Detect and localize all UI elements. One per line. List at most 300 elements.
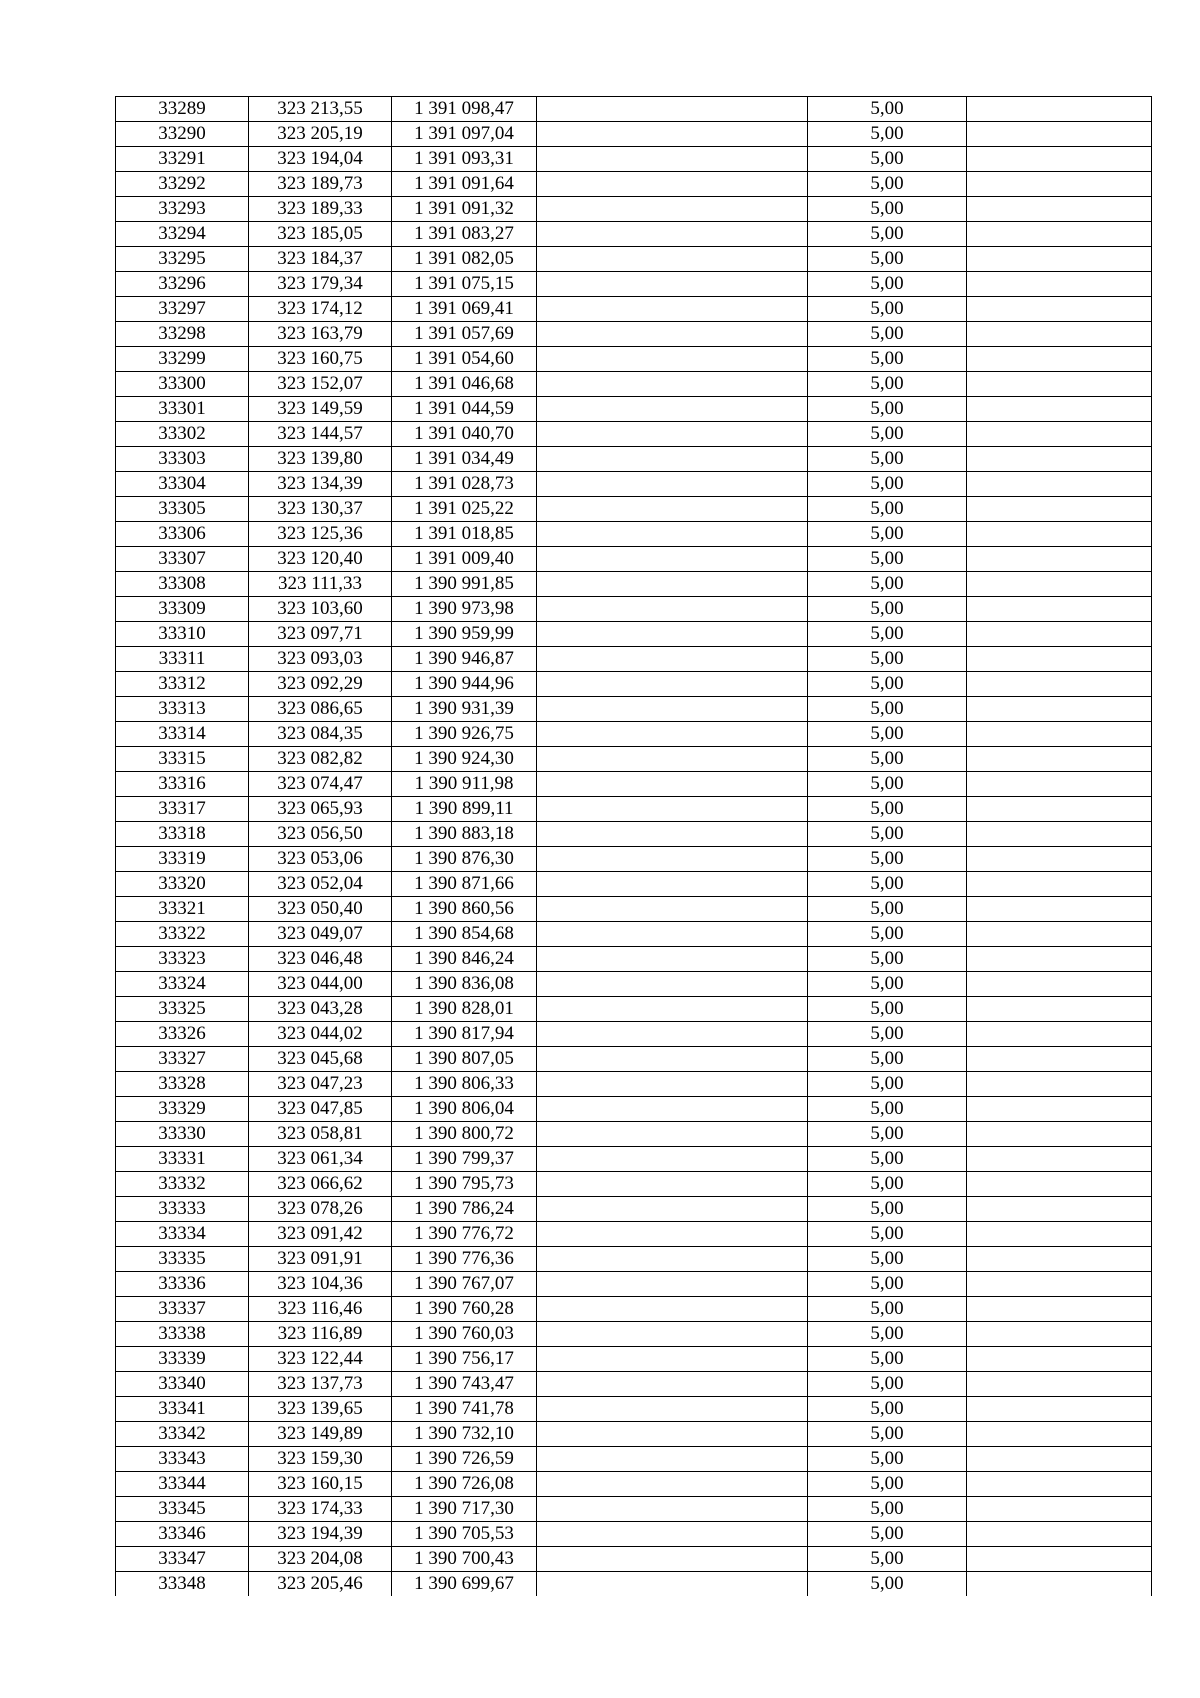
point-number-cell: 33297 — [116, 297, 249, 322]
y-coordinate-cell: 1 390 756,17 — [392, 1347, 537, 1372]
table-row — [116, 1247, 1152, 1272]
value-cell: 5,00 — [808, 322, 967, 347]
y-coordinate-cell: 1 391 028,73 — [392, 472, 537, 497]
y-coordinate-cell: 1 391 075,15 — [392, 272, 537, 297]
empty-cell — [967, 597, 1152, 622]
x-coordinate-cell: 323 204,08 — [249, 1547, 392, 1572]
x-coordinate-cell: 323 084,35 — [249, 722, 392, 747]
empty-cell — [967, 222, 1152, 247]
empty-cell — [967, 922, 1152, 947]
x-coordinate-cell: 323 044,02 — [249, 1022, 392, 1047]
point-number-cell: 33341 — [116, 1397, 249, 1422]
value-cell: 5,00 — [808, 1197, 967, 1222]
empty-cell — [967, 1247, 1152, 1272]
empty-cell — [537, 1472, 808, 1497]
x-coordinate-cell: 323 159,30 — [249, 1447, 392, 1472]
point-number-cell: 33321 — [116, 897, 249, 922]
y-coordinate-cell: 1 390 883,18 — [392, 822, 537, 847]
empty-cell — [537, 1422, 808, 1447]
empty-cell — [537, 1547, 808, 1572]
point-number-cell: 33342 — [116, 1422, 249, 1447]
table-row — [116, 247, 1152, 272]
y-coordinate-cell: 1 391 091,64 — [392, 172, 537, 197]
point-number-cell: 33346 — [116, 1522, 249, 1547]
point-number-cell: 33326 — [116, 1022, 249, 1047]
empty-cell — [537, 97, 808, 122]
x-coordinate-cell: 323 152,07 — [249, 372, 392, 397]
point-number-cell: 33347 — [116, 1547, 249, 1572]
empty-cell — [537, 522, 808, 547]
empty-cell — [967, 1497, 1152, 1522]
x-coordinate-cell: 323 130,37 — [249, 497, 392, 522]
table-row — [116, 447, 1152, 472]
table-row — [116, 1522, 1152, 1547]
x-coordinate-cell: 323 149,59 — [249, 397, 392, 422]
x-coordinate-cell: 323 056,50 — [249, 822, 392, 847]
table-row — [116, 522, 1152, 547]
value-cell: 5,00 — [808, 272, 967, 297]
table-row — [116, 497, 1152, 522]
value-cell: 5,00 — [808, 447, 967, 472]
empty-cell — [967, 997, 1152, 1022]
table-row — [116, 772, 1152, 797]
empty-cell — [967, 122, 1152, 147]
empty-cell — [537, 1497, 808, 1522]
value-cell: 5,00 — [808, 872, 967, 897]
empty-cell — [967, 172, 1152, 197]
point-number-cell: 33307 — [116, 547, 249, 572]
empty-cell — [967, 1322, 1152, 1347]
point-number-cell: 33306 — [116, 522, 249, 547]
empty-cell — [537, 747, 808, 772]
value-cell: 5,00 — [808, 1497, 967, 1522]
empty-cell — [537, 1122, 808, 1147]
point-number-cell: 33331 — [116, 1147, 249, 1172]
y-coordinate-cell: 1 391 040,70 — [392, 422, 537, 447]
point-number-cell: 33317 — [116, 797, 249, 822]
value-cell: 5,00 — [808, 247, 967, 272]
table-row — [116, 1397, 1152, 1422]
y-coordinate-cell: 1 390 799,37 — [392, 1147, 537, 1172]
empty-cell — [967, 1047, 1152, 1072]
empty-cell — [967, 272, 1152, 297]
value-cell: 5,00 — [808, 1072, 967, 1097]
point-number-cell: 33305 — [116, 497, 249, 522]
table-row — [116, 222, 1152, 247]
empty-cell — [967, 1447, 1152, 1472]
empty-cell — [967, 847, 1152, 872]
table-row — [116, 1222, 1152, 1247]
table-row — [116, 1497, 1152, 1522]
x-coordinate-cell: 323 093,03 — [249, 647, 392, 672]
x-coordinate-cell: 323 174,33 — [249, 1497, 392, 1522]
empty-cell — [537, 197, 808, 222]
table-row — [116, 672, 1152, 697]
x-coordinate-cell: 323 078,26 — [249, 1197, 392, 1222]
point-number-cell: 33335 — [116, 1247, 249, 1272]
empty-cell — [967, 447, 1152, 472]
value-cell: 5,00 — [808, 222, 967, 247]
y-coordinate-cell: 1 391 091,32 — [392, 197, 537, 222]
table-row — [116, 1122, 1152, 1147]
point-number-cell: 33343 — [116, 1447, 249, 1472]
y-coordinate-cell: 1 390 959,99 — [392, 622, 537, 647]
value-cell: 5,00 — [808, 1547, 967, 1572]
empty-cell — [537, 972, 808, 997]
table-row — [116, 872, 1152, 897]
value-cell: 5,00 — [808, 522, 967, 547]
y-coordinate-cell: 1 391 054,60 — [392, 347, 537, 372]
empty-cell — [967, 747, 1152, 772]
x-coordinate-cell: 323 205,19 — [249, 122, 392, 147]
empty-cell — [967, 1072, 1152, 1097]
table-row — [116, 347, 1152, 372]
empty-cell — [967, 1372, 1152, 1397]
x-coordinate-cell: 323 053,06 — [249, 847, 392, 872]
y-coordinate-cell: 1 390 876,30 — [392, 847, 537, 872]
point-number-cell: 33291 — [116, 147, 249, 172]
point-number-cell: 33334 — [116, 1222, 249, 1247]
y-coordinate-cell: 1 390 800,72 — [392, 1122, 537, 1147]
value-cell: 5,00 — [808, 1322, 967, 1347]
table-row — [116, 572, 1152, 597]
x-coordinate-cell: 323 103,60 — [249, 597, 392, 622]
empty-cell — [967, 347, 1152, 372]
point-number-cell: 33303 — [116, 447, 249, 472]
empty-cell — [537, 122, 808, 147]
x-coordinate-cell: 323 116,89 — [249, 1322, 392, 1347]
value-cell: 5,00 — [808, 547, 967, 572]
value-cell: 5,00 — [808, 747, 967, 772]
empty-cell — [537, 1022, 808, 1047]
value-cell: 5,00 — [808, 822, 967, 847]
table-row — [116, 1147, 1152, 1172]
y-coordinate-cell: 1 390 828,01 — [392, 997, 537, 1022]
point-number-cell: 33308 — [116, 572, 249, 597]
table-row — [116, 122, 1152, 147]
value-cell: 5,00 — [808, 697, 967, 722]
y-coordinate-cell: 1 390 871,66 — [392, 872, 537, 897]
empty-cell — [537, 672, 808, 697]
empty-cell — [537, 1047, 808, 1072]
empty-cell — [967, 1547, 1152, 1572]
point-number-cell: 33325 — [116, 997, 249, 1022]
table-row — [116, 1422, 1152, 1447]
point-number-cell: 33296 — [116, 272, 249, 297]
empty-cell — [537, 1322, 808, 1347]
point-number-cell: 33304 — [116, 472, 249, 497]
value-cell: 5,00 — [808, 372, 967, 397]
x-coordinate-cell: 323 058,81 — [249, 1122, 392, 1147]
empty-cell — [537, 822, 808, 847]
y-coordinate-cell: 1 391 097,04 — [392, 122, 537, 147]
y-coordinate-cell: 1 390 991,85 — [392, 572, 537, 597]
empty-cell — [537, 222, 808, 247]
empty-cell — [967, 822, 1152, 847]
y-coordinate-cell: 1 391 057,69 — [392, 322, 537, 347]
y-coordinate-cell: 1 390 700,43 — [392, 1547, 537, 1572]
y-coordinate-cell: 1 390 732,10 — [392, 1422, 537, 1447]
value-cell: 5,00 — [808, 672, 967, 697]
value-cell: 5,00 — [808, 772, 967, 797]
empty-cell — [537, 597, 808, 622]
empty-cell — [967, 722, 1152, 747]
point-number-cell: 33345 — [116, 1497, 249, 1522]
x-coordinate-cell: 323 086,65 — [249, 697, 392, 722]
table-row — [116, 622, 1152, 647]
table-row — [116, 922, 1152, 947]
x-coordinate-cell: 323 045,68 — [249, 1047, 392, 1072]
value-cell: 5,00 — [808, 1047, 967, 1072]
empty-cell — [537, 797, 808, 822]
y-coordinate-cell: 1 390 807,05 — [392, 1047, 537, 1072]
empty-cell — [537, 372, 808, 397]
table-row — [116, 1072, 1152, 1097]
point-number-cell: 33316 — [116, 772, 249, 797]
point-number-cell: 33318 — [116, 822, 249, 847]
value-cell: 5,00 — [808, 472, 967, 497]
table-row — [116, 822, 1152, 847]
empty-cell — [967, 672, 1152, 697]
x-coordinate-cell: 323 184,37 — [249, 247, 392, 272]
y-coordinate-cell: 1 390 705,53 — [392, 1522, 537, 1547]
empty-cell — [967, 797, 1152, 822]
empty-cell — [537, 422, 808, 447]
empty-cell — [537, 772, 808, 797]
x-coordinate-cell: 323 160,75 — [249, 347, 392, 372]
empty-cell — [967, 547, 1152, 572]
value-cell: 5,00 — [808, 1422, 967, 1447]
x-coordinate-cell: 323 144,57 — [249, 422, 392, 447]
empty-cell — [537, 1172, 808, 1197]
empty-cell — [537, 1197, 808, 1222]
empty-cell — [537, 722, 808, 747]
value-cell: 5,00 — [808, 147, 967, 172]
value-cell: 5,00 — [808, 1372, 967, 1397]
x-coordinate-cell: 323 134,39 — [249, 472, 392, 497]
x-coordinate-cell: 323 174,12 — [249, 297, 392, 322]
empty-cell — [967, 1297, 1152, 1322]
y-coordinate-cell: 1 390 741,78 — [392, 1397, 537, 1422]
x-coordinate-cell: 323 046,48 — [249, 947, 392, 972]
empty-cell — [967, 247, 1152, 272]
y-coordinate-cell: 1 391 098,47 — [392, 97, 537, 122]
x-coordinate-cell: 323 066,62 — [249, 1172, 392, 1197]
empty-cell — [537, 1522, 808, 1547]
table-row — [116, 397, 1152, 422]
x-coordinate-cell: 323 125,36 — [249, 522, 392, 547]
table-row — [116, 547, 1152, 572]
empty-cell — [537, 272, 808, 297]
empty-cell — [967, 572, 1152, 597]
point-number-cell: 33315 — [116, 747, 249, 772]
table-row — [116, 697, 1152, 722]
value-cell: 5,00 — [808, 847, 967, 872]
y-coordinate-cell: 1 390 854,68 — [392, 922, 537, 947]
table-row — [116, 1047, 1152, 1072]
empty-cell — [967, 522, 1152, 547]
y-coordinate-cell: 1 390 926,75 — [392, 722, 537, 747]
y-coordinate-cell: 1 391 046,68 — [392, 372, 537, 397]
x-coordinate-cell: 323 120,40 — [249, 547, 392, 572]
y-coordinate-cell: 1 391 034,49 — [392, 447, 537, 472]
x-coordinate-cell: 323 185,05 — [249, 222, 392, 247]
x-coordinate-cell: 323 091,91 — [249, 1247, 392, 1272]
y-coordinate-cell: 1 390 726,08 — [392, 1472, 537, 1497]
empty-cell — [537, 572, 808, 597]
point-number-cell: 33300 — [116, 372, 249, 397]
value-cell: 5,00 — [808, 972, 967, 997]
value-cell: 5,00 — [808, 1397, 967, 1422]
value-cell: 5,00 — [808, 997, 967, 1022]
x-coordinate-cell: 323 179,34 — [249, 272, 392, 297]
point-number-cell: 33340 — [116, 1372, 249, 1397]
point-number-cell: 33294 — [116, 222, 249, 247]
value-cell: 5,00 — [808, 947, 967, 972]
table-row — [116, 947, 1152, 972]
empty-cell — [537, 622, 808, 647]
empty-cell — [967, 497, 1152, 522]
empty-cell — [537, 1347, 808, 1372]
table-row — [116, 172, 1152, 197]
x-coordinate-cell: 323 092,29 — [249, 672, 392, 697]
point-number-cell: 33299 — [116, 347, 249, 372]
y-coordinate-cell: 1 390 717,30 — [392, 1497, 537, 1522]
x-coordinate-cell: 323 194,04 — [249, 147, 392, 172]
empty-cell — [537, 647, 808, 672]
value-cell: 5,00 — [808, 1447, 967, 1472]
y-coordinate-cell: 1 390 767,07 — [392, 1272, 537, 1297]
table-row — [116, 647, 1152, 672]
y-coordinate-cell: 1 391 069,41 — [392, 297, 537, 322]
value-cell: 5,00 — [808, 172, 967, 197]
table-row — [116, 322, 1152, 347]
empty-cell — [537, 497, 808, 522]
empty-cell — [537, 997, 808, 1022]
point-number-cell: 33292 — [116, 172, 249, 197]
empty-cell — [967, 1172, 1152, 1197]
empty-cell — [537, 697, 808, 722]
value-cell: 5,00 — [808, 622, 967, 647]
point-number-cell: 33301 — [116, 397, 249, 422]
empty-cell — [967, 147, 1152, 172]
value-cell: 5,00 — [808, 922, 967, 947]
empty-cell — [967, 1097, 1152, 1122]
empty-cell — [967, 947, 1152, 972]
value-cell: 5,00 — [808, 397, 967, 422]
x-coordinate-cell: 323 160,15 — [249, 1472, 392, 1497]
table-row — [116, 847, 1152, 872]
y-coordinate-cell: 1 390 760,03 — [392, 1322, 537, 1347]
y-coordinate-cell: 1 390 760,28 — [392, 1297, 537, 1322]
y-coordinate-cell: 1 390 911,98 — [392, 772, 537, 797]
y-coordinate-cell: 1 390 726,59 — [392, 1447, 537, 1472]
point-number-cell: 33310 — [116, 622, 249, 647]
x-coordinate-cell: 323 097,71 — [249, 622, 392, 647]
point-number-cell: 33312 — [116, 672, 249, 697]
point-number-cell: 33319 — [116, 847, 249, 872]
y-coordinate-cell: 1 390 860,56 — [392, 897, 537, 922]
table-row — [116, 1547, 1152, 1572]
empty-cell — [967, 697, 1152, 722]
y-coordinate-cell: 1 390 899,11 — [392, 797, 537, 822]
value-cell: 5,00 — [808, 1522, 967, 1547]
table-row — [116, 597, 1152, 622]
y-coordinate-cell: 1 390 944,96 — [392, 672, 537, 697]
y-coordinate-cell: 1 390 817,94 — [392, 1022, 537, 1047]
table-row — [116, 472, 1152, 497]
empty-cell — [967, 372, 1152, 397]
empty-cell — [967, 1422, 1152, 1447]
table-row — [116, 1347, 1152, 1372]
y-coordinate-cell: 1 391 025,22 — [392, 497, 537, 522]
empty-cell — [967, 1197, 1152, 1222]
y-coordinate-cell: 1 390 806,04 — [392, 1097, 537, 1122]
empty-cell — [967, 772, 1152, 797]
y-coordinate-cell: 1 390 806,33 — [392, 1072, 537, 1097]
value-cell: 5,00 — [808, 297, 967, 322]
table-row — [116, 197, 1152, 222]
point-number-cell: 33330 — [116, 1122, 249, 1147]
point-number-cell: 33311 — [116, 647, 249, 672]
point-number-cell: 33323 — [116, 947, 249, 972]
empty-cell — [537, 297, 808, 322]
table-row — [116, 1322, 1152, 1347]
table-row — [116, 1022, 1152, 1047]
table-row — [116, 372, 1152, 397]
point-number-cell: 33338 — [116, 1322, 249, 1347]
empty-cell — [537, 1372, 808, 1397]
value-cell: 5,00 — [808, 1147, 967, 1172]
value-cell: 5,00 — [808, 1222, 967, 1247]
empty-cell — [967, 397, 1152, 422]
point-number-cell: 33290 — [116, 122, 249, 147]
point-number-cell: 33332 — [116, 1172, 249, 1197]
empty-cell — [967, 1397, 1152, 1422]
table-row — [116, 297, 1152, 322]
value-cell: 5,00 — [808, 897, 967, 922]
x-coordinate-cell: 323 074,47 — [249, 772, 392, 797]
value-cell: 5,00 — [808, 1572, 967, 1597]
y-coordinate-cell: 1 391 009,40 — [392, 547, 537, 572]
x-coordinate-cell: 323 091,42 — [249, 1222, 392, 1247]
x-coordinate-cell: 323 049,07 — [249, 922, 392, 947]
x-coordinate-cell: 323 065,93 — [249, 797, 392, 822]
empty-cell — [967, 422, 1152, 447]
table-row — [116, 1197, 1152, 1222]
x-coordinate-cell: 323 047,23 — [249, 1072, 392, 1097]
y-coordinate-cell: 1 390 846,24 — [392, 947, 537, 972]
empty-cell — [537, 922, 808, 947]
empty-cell — [537, 397, 808, 422]
x-coordinate-cell: 323 139,80 — [249, 447, 392, 472]
point-number-cell: 33322 — [116, 922, 249, 947]
table-row — [116, 1472, 1152, 1497]
empty-cell — [967, 197, 1152, 222]
value-cell: 5,00 — [808, 1022, 967, 1047]
x-coordinate-cell: 323 122,44 — [249, 1347, 392, 1372]
empty-cell — [967, 1572, 1152, 1597]
value-cell: 5,00 — [808, 497, 967, 522]
empty-cell — [967, 472, 1152, 497]
y-coordinate-cell: 1 390 776,72 — [392, 1222, 537, 1247]
empty-cell — [967, 97, 1152, 122]
empty-cell — [537, 547, 808, 572]
table-row — [116, 1572, 1152, 1597]
empty-cell — [537, 247, 808, 272]
x-coordinate-cell: 323 082,82 — [249, 747, 392, 772]
empty-cell — [537, 347, 808, 372]
